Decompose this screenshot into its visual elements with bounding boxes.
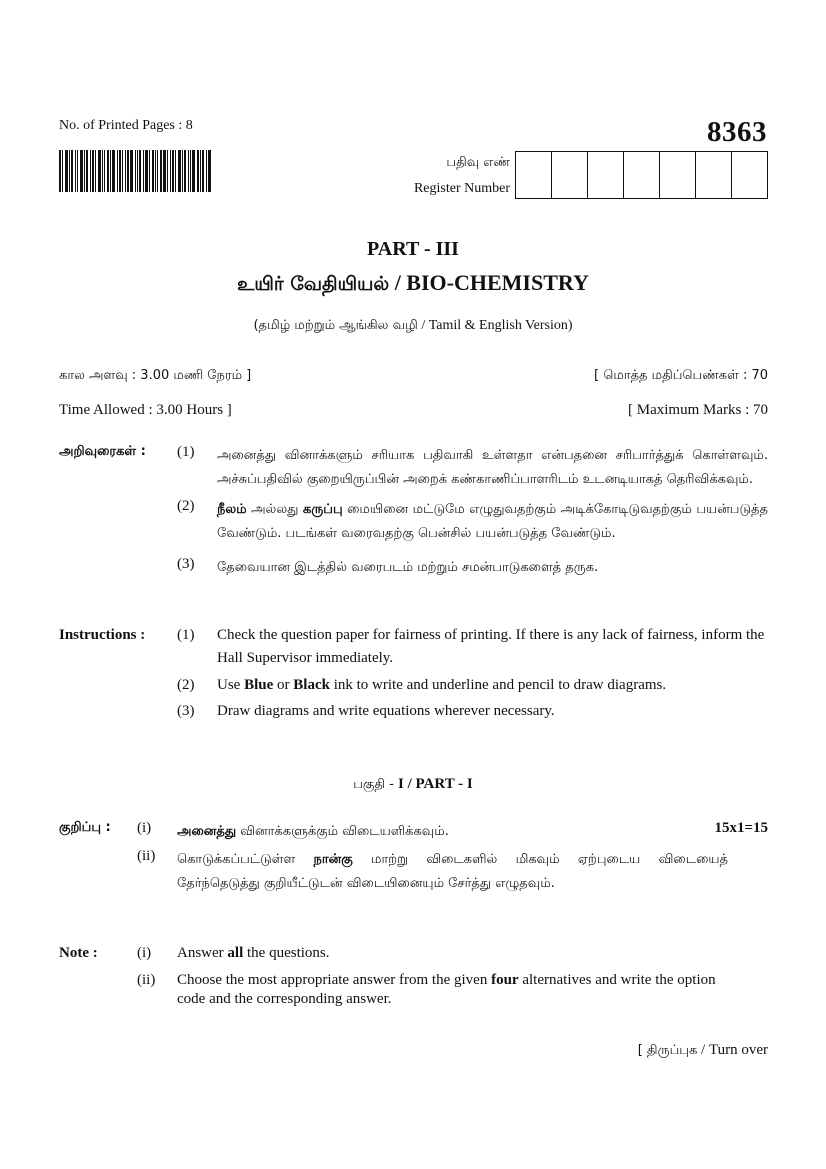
printed-pages-count: No. of Printed Pages : 8 bbox=[59, 118, 193, 133]
note-item bbox=[177, 820, 714, 844]
item-number: (2) bbox=[177, 498, 195, 514]
instruction-text: ink to write and underline and pencil to draw diagrams. bbox=[329, 677, 667, 693]
turn-over-english: / Turn over bbox=[697, 1042, 768, 1058]
item-number: (1) bbox=[177, 627, 195, 643]
register-digit-box[interactable] bbox=[516, 152, 552, 198]
item-number: (i) bbox=[137, 820, 152, 836]
bold-word: Black bbox=[293, 677, 330, 693]
bold-word: all bbox=[227, 945, 244, 961]
instructions-english bbox=[59, 624, 768, 723]
instruction-item bbox=[217, 674, 768, 697]
note-english bbox=[59, 944, 768, 1009]
version-line bbox=[0, 318, 826, 334]
note-item bbox=[177, 944, 768, 963]
subject-title-english: / BIO-CHEMISTRY bbox=[389, 270, 589, 295]
note-item bbox=[177, 848, 768, 896]
register-digit-box[interactable] bbox=[624, 152, 660, 198]
instruction-text: Use bbox=[217, 677, 245, 693]
register-label-english: Register Number bbox=[413, 181, 510, 196]
instructions-label-tamil: அறிவுரைகள் : bbox=[59, 444, 146, 459]
bold-word: நீலம் bbox=[217, 502, 247, 517]
version-english: / Tamil & English Version) bbox=[417, 318, 573, 333]
subject-title-tamil: உயிர் வேதியியல் bbox=[237, 273, 390, 295]
time-marks-tamil-row bbox=[59, 368, 768, 384]
bold-word: நான்கு bbox=[313, 852, 353, 867]
register-digit-box[interactable] bbox=[696, 152, 732, 198]
part-one-heading-tamil: பகுதி - bbox=[353, 777, 398, 792]
time-allowed-tamil: கால அளவு : 3.00 மணி நேரம் ] bbox=[59, 368, 252, 383]
register-digit-box[interactable] bbox=[732, 152, 767, 198]
max-marks-tamil: [ மொத்த மதிப்பெண்கள் : 70 bbox=[594, 368, 768, 383]
register-digit-box[interactable] bbox=[588, 152, 624, 198]
instructions-label-english: Instructions : bbox=[59, 627, 146, 643]
paper-code: 8363 bbox=[707, 116, 767, 148]
note-text: the questions. bbox=[243, 945, 330, 961]
instruction-text: அல்லது bbox=[246, 502, 303, 517]
register-label-tamil: பதிவு எண் bbox=[446, 155, 510, 170]
instructions-tamil bbox=[59, 444, 768, 580]
version-tamil: (தமிழ் மற்றும் ஆங்கில வழி bbox=[253, 318, 418, 333]
note-text: alternatives and write the option code and the corresponding answer. bbox=[177, 972, 716, 1007]
instruction-item: Check the question paper for fairness of printing. If there is any lack of fairness, inform the Hall Supervisor immediately. bbox=[217, 627, 765, 666]
note-label-english: Note : bbox=[59, 945, 98, 961]
note-item bbox=[177, 971, 768, 1009]
instruction-text: or bbox=[273, 677, 294, 693]
bold-word: Blue bbox=[244, 677, 274, 693]
part-one-heading bbox=[0, 776, 826, 793]
item-number: (2) bbox=[177, 677, 195, 693]
subject-title bbox=[0, 270, 826, 298]
instruction-item bbox=[217, 498, 768, 546]
note-tamil bbox=[59, 820, 768, 896]
instruction-item: தேவையான இடத்தில் வரைபடம் மற்றும் சமன்பாடுகளைத் தருக. bbox=[217, 560, 599, 575]
bold-word: கருப்பு bbox=[302, 502, 343, 517]
max-marks-english: [ Maximum Marks : 70 bbox=[628, 402, 768, 418]
item-number: (1) bbox=[177, 444, 195, 460]
turn-over-tamil: [ திருப்புக bbox=[637, 1043, 698, 1058]
section-marks: 15x1=15 bbox=[714, 820, 768, 836]
time-marks-english-row bbox=[59, 402, 768, 419]
note-text: வினாக்களுக்கும் விடையளிக்கவும். bbox=[236, 824, 449, 839]
instruction-item: Draw diagrams and write equations wherever necessary. bbox=[217, 703, 555, 719]
time-allowed-english: Time Allowed : 3.00 Hours ] bbox=[59, 402, 232, 418]
item-number: (3) bbox=[177, 703, 195, 719]
note-text: Choose the most appropriate answer from the given bbox=[177, 972, 492, 988]
register-number-boxes[interactable] bbox=[515, 151, 768, 199]
note-text: Answer bbox=[177, 945, 228, 961]
instruction-text: மையினை மட்டுமே எழுதுவதற்கும் அடிக்கோடிடுவதற்கும் பயன்படுத்த வேண்டும். படங்கள் வரைவதற்கு பென்சில் பயன்படுத்த வேண்டும். bbox=[217, 502, 768, 541]
register-digit-box[interactable] bbox=[552, 152, 588, 198]
item-number: (ii) bbox=[137, 972, 156, 988]
instruction-item: அனைத்து வினாக்களும் சரியாக பதிவாகி உள்ளதா என்பதனை சரிபார்த்துக் கொள்ளவும். அச்சுப்பதிவில் குறையிருப்பின் அறைக் கண்காணிப்பாளரிடம் உடனடியாகத் தெரிவிக்கவும். bbox=[217, 448, 768, 487]
note-text: கொடுக்கப்பட்டுள்ள bbox=[177, 852, 314, 867]
item-number: (3) bbox=[177, 556, 195, 572]
note-text: மாற்று விடைகளில் மிகவும் ஏற்புடைய விடையைத் தேர்ந்தெடுத்து குறியீட்டுடன் விடையினையும் சேர்த்து எழுதவும். bbox=[177, 852, 728, 891]
register-number-label bbox=[380, 150, 510, 202]
part-title: PART - III bbox=[367, 238, 459, 260]
turn-over-note bbox=[638, 1042, 768, 1059]
bold-word: four bbox=[491, 972, 519, 988]
part-one-heading-english: I / PART - I bbox=[398, 776, 473, 792]
item-number: (ii) bbox=[137, 848, 156, 864]
register-digit-box[interactable] bbox=[660, 152, 696, 198]
note-label-tamil: குறிப்பு : bbox=[59, 820, 111, 835]
bold-word: அனைத்து bbox=[177, 824, 237, 839]
item-number: (i) bbox=[137, 945, 152, 961]
barcode bbox=[59, 150, 245, 192]
